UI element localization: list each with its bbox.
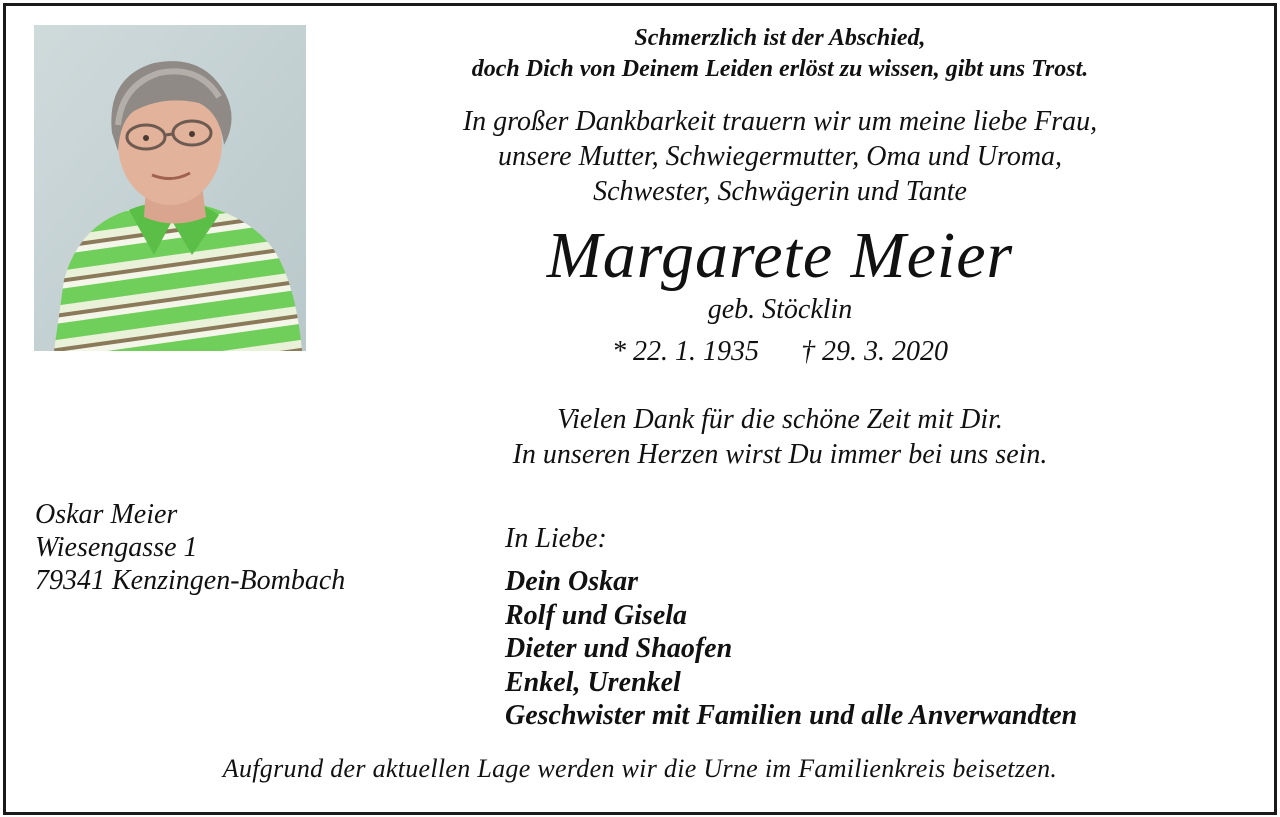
intro-line: unsere Mutter, Schwiegermutter, Oma und Uroma,	[497, 141, 1063, 172]
address-line: Oskar Meier	[35, 499, 178, 530]
intro-line: Schwester, Schwägerin und Tante	[593, 176, 967, 207]
intro-text	[320, 104, 1240, 209]
burial-notice: Aufgrund der aktuellen Lage werden wir die Urne im Familienkreis beisetzen.	[222, 754, 1058, 783]
death-date: † 29. 3. 2020	[801, 336, 948, 367]
mourner: Enkel, Urenkel	[505, 666, 681, 698]
birth-date: * 22. 1. 1935	[612, 336, 759, 367]
motto	[320, 23, 1240, 85]
thanks-text	[320, 402, 1240, 472]
maiden-name: geb. Stöcklin	[707, 294, 853, 325]
address-line: Wiesengasse 1	[35, 532, 198, 563]
intro-line: In großer Dankbarkeit trauern wir um meine liebe Frau,	[462, 106, 1098, 137]
contact-address	[35, 498, 345, 597]
mourner: Dein Oskar	[505, 566, 639, 597]
address-line: 79341 Kenzingen-Bombach	[35, 565, 346, 596]
mourner: Rolf und Gisela	[505, 599, 688, 631]
thanks-line: Vielen Dank für die schöne Zeit mit Dir.	[557, 404, 1003, 435]
mourner: Dieter und Shaofen	[505, 633, 733, 664]
motto-line: doch Dich von Deinem Leiden erlöst zu wissen, gibt uns Trost.	[471, 56, 1089, 82]
deceased-name: Margarete Meier	[546, 219, 1014, 292]
thanks-line: In unseren Herzen wirst Du immer bei uns sein.	[512, 439, 1048, 470]
in-love-label: In Liebe:	[505, 523, 607, 554]
mourner: Geschwister mit Familien und alle Anverwandten	[505, 700, 1078, 731]
motto-line: Schmerzlich ist der Abschied,	[634, 25, 926, 51]
mourners-list	[505, 565, 1077, 733]
portrait-photo	[34, 25, 306, 351]
life-dates	[320, 334, 1240, 370]
